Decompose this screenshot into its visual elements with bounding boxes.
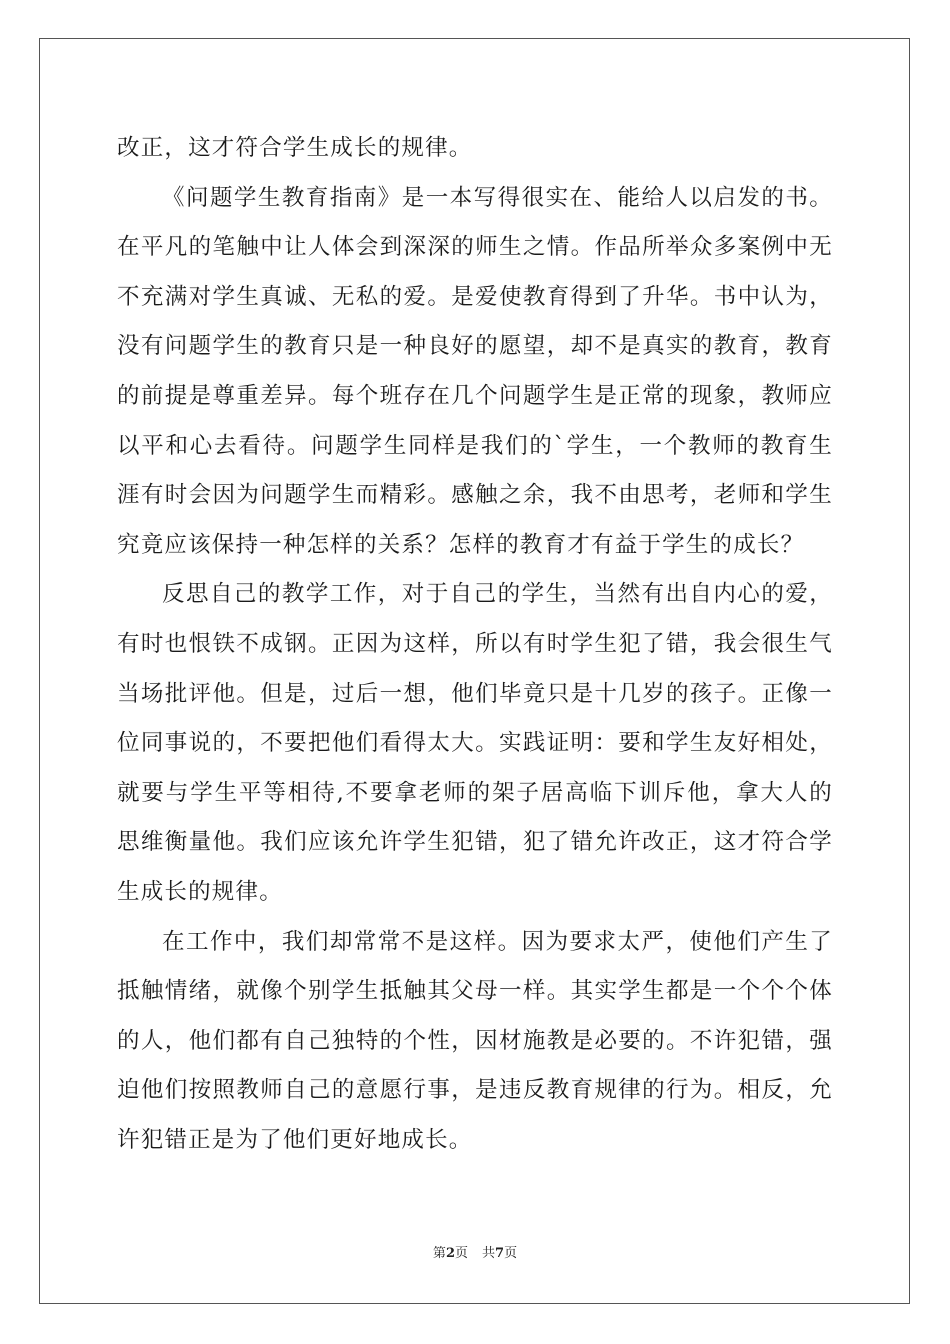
- page-prefix: 第: [432, 1246, 446, 1261]
- paragraph: 《问题学生教育指南》是一本写得很实在、能给人以启发的书。在平凡的笔触中让人体会到深深的师生之情。作品所举众多案例中无不充满对学生真诚、无私的爱。是爱使教育得到了升华。书中认为，没有问题学生的教育只是一种良好的愿望，却不是真实的教育，教育的前提是尊重差异。每个班存在几个问题学生是正常的现象，教师应以平和心去看待。问题学生同样是我们的`学生，一个教师的教育生涯有时会因为问题学生而精彩。感触之余，我不由思考，老师和学生究竟应该保持一种怎样的关系？怎样的教育才有益于学生的成长？: [117, 184, 833, 558]
- total-suffix: 页: [504, 1246, 518, 1261]
- page-number: 2: [445, 1246, 455, 1261]
- page-suffix: 页: [454, 1246, 468, 1261]
- paragraph: 在工作中，我们却常常不是这样。因为要求太严，使他们产生了抵触情绪，就像个别学生抵触其父母一样。其实学生都是一个个个体的人，他们都有自己独特的个性，因材施教是必要的。不许犯错，强迫他们按照教师自己的意愿行事，是违反教育规律的行为。相反，允许犯错正是为了他们更好地成长。: [117, 928, 833, 1153]
- total-pages: 7: [495, 1246, 505, 1261]
- page-indicator: [433, 1246, 468, 1261]
- document-body: [117, 124, 833, 1165]
- total-pages-indicator: [482, 1246, 517, 1261]
- paragraph: 改正，这才符合学生成长的规律。: [117, 135, 473, 161]
- page-footer: [0, 1244, 950, 1264]
- total-prefix: 共: [482, 1246, 496, 1261]
- paragraph: 反思自己的教学工作，对于自己的学生，当然有出自内心的爱，有时也恨铁不成钢。正因为这样，所以有时学生犯了错，我会很生气当场批评他。但是，过后一想，他们毕竟只是十几岁的孩子。正像一位同事说的，不要把他们看得太大。实践证明：要和学生友好相处，就要与学生平等相待,不要拿老师的架子居高临下训斥他，拿大人的思维衡量他。我们应该允许学生犯错，犯了错允许改正，这才符合学生成长的规律。: [117, 581, 833, 905]
